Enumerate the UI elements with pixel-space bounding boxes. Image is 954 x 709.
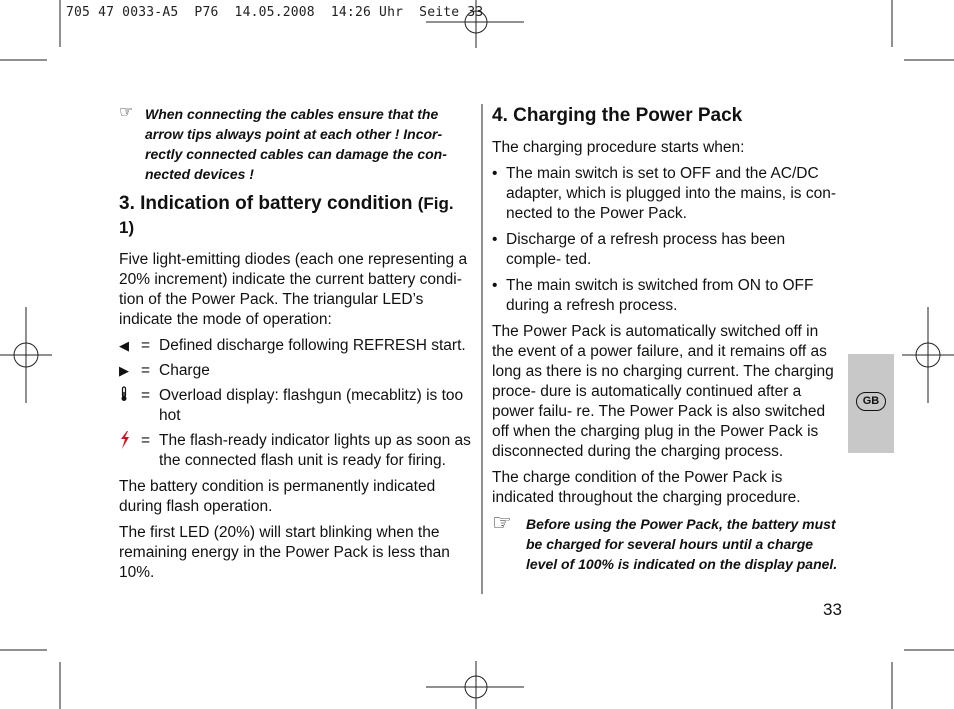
list-item-text: Discharge of a refresh process has been comple- ted. <box>506 231 786 268</box>
legend-item-discharge <box>119 336 471 356</box>
blinking-led-text: The first LED (20%) will start blinking when the remaining energy in the Power Pack is less than 10%. <box>119 524 450 581</box>
legend-text: Charge <box>159 362 210 379</box>
legend-text: The flash-ready indicator lights up as soon as the connected flash unit is ready for firing. <box>159 432 471 469</box>
legend-item-charge <box>119 361 471 381</box>
registration-mark-left <box>0 307 52 403</box>
bullet: • <box>492 277 498 294</box>
auto-switch-off-text: The Power Pack is automatically switched off in the event of a power failure, and it remains off as long as there is no charging current. The charging proce- dure is automatically continued after a power failu- re. The Power Pack is also switched off when the charging plug in the Power Pack is disconnected during the charging process. <box>492 323 834 460</box>
charging-conditions-list <box>492 164 844 316</box>
section-heading-charging: 4. Charging the Power Pack <box>492 105 743 126</box>
equals-sign: = <box>141 387 151 404</box>
equals-sign: = <box>141 337 151 354</box>
section-heading-battery <box>119 192 471 240</box>
list-item <box>492 276 844 316</box>
note-text: When connecting the cables ensure that the arrow tips always point at each other ! Incor- rectly connected cables can damage the con- nected devices ! <box>145 106 447 182</box>
legend-text: Defined discharge following REFRESH start. <box>159 337 466 354</box>
heading-text: 3. Indication of battery condition <box>119 193 413 214</box>
equals-sign: = <box>141 362 151 379</box>
thermometer-icon <box>119 386 141 426</box>
print-header: 705 47 0033-A5 P76 14.05.2008 14:26 Uhr Seite 33 <box>66 5 484 20</box>
flash-ready-icon <box>119 431 141 471</box>
left-column <box>119 104 471 589</box>
cable-warning-note <box>119 104 471 184</box>
legend-item-overload <box>119 386 471 426</box>
registration-mark-bottom <box>426 661 524 709</box>
battery-intro: Five light-emitting diodes (each one representing a 20% increment) indicate the current battery condi- tion of the Power Pack. The triangular LED’s indicate the mode of operation: <box>119 251 468 328</box>
charge-before-use-note <box>492 510 844 574</box>
language-badge: GB <box>856 392 886 411</box>
language-tab <box>848 354 894 453</box>
permanent-indication-text: The battery condition is permanently indicated during flash operation. <box>119 478 436 515</box>
led-legend <box>119 336 471 471</box>
charging-intro: The charging procedure starts when: <box>492 139 745 156</box>
list-item-text: The main switch is set to OFF and the AC/DC adapter, which is plugged into the mains, is con- nected to the Power Pack. <box>506 165 836 222</box>
list-item-text: The main switch is switched from ON to OFF during a refresh process. <box>506 277 814 314</box>
list-item <box>492 230 844 270</box>
pointing-hand-icon: ☞ <box>492 510 512 535</box>
figure-reference: (Fig. 1) <box>119 194 454 237</box>
list-item <box>492 164 844 224</box>
legend-item-flash-ready <box>119 431 471 471</box>
triangle-right-icon: ▶ <box>119 363 129 378</box>
pointing-hand-icon: ☞ <box>119 104 134 121</box>
triangle-left-icon: ◀ <box>119 338 129 353</box>
registration-mark-right <box>902 307 954 403</box>
charge-indicated-text: The charge condition of the Power Pack is indicated throughout the charging procedure. <box>492 469 801 506</box>
right-column <box>492 104 844 580</box>
note-text: Before using the Power Pack, the battery must be charged for several hours until a charge level of 100% is indicated on the display panel. <box>526 516 838 572</box>
legend-text: Overload display: flashgun (mecablitz) is too hot <box>159 387 464 424</box>
bullet: • <box>492 165 498 182</box>
bullet: • <box>492 231 498 248</box>
page-number: 33 <box>823 600 842 619</box>
equals-sign: = <box>141 432 151 449</box>
